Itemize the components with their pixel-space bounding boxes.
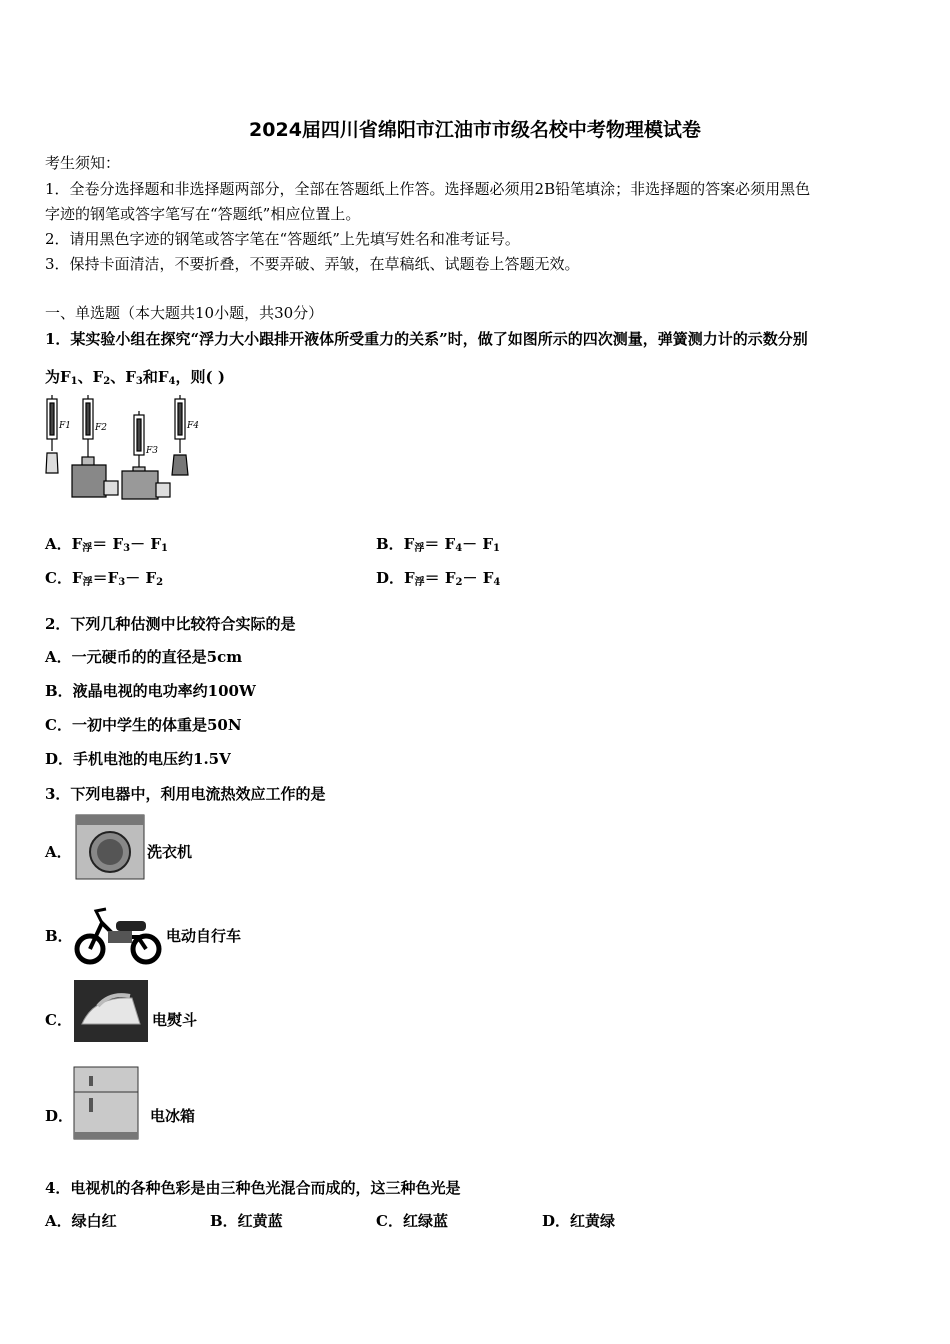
q4-option-a[interactable]: A．绿白红 — [45, 1212, 117, 1230]
notice-line-2: 2．请用黑色字迹的钢笔或答字笔在“答题纸”上先填写姓名和准考证号。 — [45, 230, 520, 248]
q1-fig-label-f1: F1 — [59, 421, 71, 431]
q3-option-c-text: 电熨斗 — [152, 1011, 198, 1029]
notice-line-3: 3．保持卡面清洁，不要折叠，不要弄破、弄皱，在草稿纸、试题卷上答题无效。 — [45, 255, 580, 273]
q4-option-b[interactable]: B．红黄蓝 — [210, 1212, 283, 1230]
q2-stem: 2．下列几种估测中比较符合实际的是 — [45, 615, 296, 633]
q1-spring-scale-figure — [44, 393, 208, 503]
q3-option-d-text: 电冰箱 — [150, 1107, 196, 1125]
q1-fig-label-f3: F3 — [146, 446, 158, 456]
section-heading: 一、单选题（本大题共10小题，共30分） — [45, 304, 324, 322]
electric-bicycle-image — [72, 903, 164, 965]
page-title: 2024届四川省绵阳市江油市市级名校中考物理模试卷 — [249, 119, 701, 141]
q3-option-a-key[interactable]: A． — [45, 843, 72, 861]
q1-fig-label-f2: F2 — [95, 423, 107, 433]
q2-option-c[interactable]: C．一初中学生的体重是50N — [45, 716, 242, 734]
q1-stem-line2: 为$F_1$、$F_2$、$F_3$和$F_4$，则( ) — [45, 368, 225, 387]
q3-option-b-text: 电动自行车 — [166, 927, 242, 945]
electric-iron-image — [74, 980, 148, 1042]
notice-line-1: 1．全卷分选择题和非选择题两部分，全部在答题纸上作答。选择题必须用2B铅笔填涂；非选择题的答案必须用黑色 — [45, 180, 811, 198]
q1-option-d[interactable]: D．$F_浮= F_2- F_4$ — [376, 569, 501, 588]
refrigerator-image — [73, 1066, 139, 1140]
q3-option-d-key[interactable]: D． — [45, 1107, 74, 1125]
notice-line-1b: 字迹的钢笔或答字笔写在“答题纸”相应位置上。 — [45, 205, 361, 223]
q4-option-d[interactable]: D．红黄绿 — [542, 1212, 616, 1230]
q3-option-a-text: 洗衣机 — [147, 843, 193, 861]
q1-fig-label-f4: F4 — [187, 421, 199, 431]
q1-stem-line1: 1．某实验小组在探究“浮力大小跟排开液体所受重力的关系”时，做了如图所示的四次测量，弹簧测力计的示数分别 — [45, 330, 808, 348]
q1-option-b[interactable]: B．$F_浮= F_4- F_1$ — [376, 535, 501, 554]
q2-option-b[interactable]: B．液晶电视的电功率约100W — [45, 682, 256, 700]
q1-option-c[interactable]: C．$F_浮=F_3- F_2$ — [45, 569, 164, 588]
q3-stem: 3．下列电器中，利用电流热效应工作的是 — [45, 785, 326, 803]
notice-heading: 考生须知： — [45, 154, 121, 172]
q3-option-c-key[interactable]: C． — [45, 1011, 72, 1029]
q1-option-a[interactable]: A．$F_浮= F_3- F_1$ — [45, 535, 168, 554]
q4-stem: 4．电视机的各种色彩是由三种色光混合而成的，这三种色光是 — [45, 1179, 461, 1197]
q3-option-b-key[interactable]: B． — [45, 927, 73, 945]
q2-option-a[interactable]: A．一元硬币的的直径是5cm — [45, 648, 243, 666]
q2-option-d[interactable]: D．手机电池的电压约1.5V — [45, 750, 231, 768]
washing-machine-image — [75, 814, 145, 880]
q4-option-c[interactable]: C．红绿蓝 — [376, 1212, 448, 1230]
